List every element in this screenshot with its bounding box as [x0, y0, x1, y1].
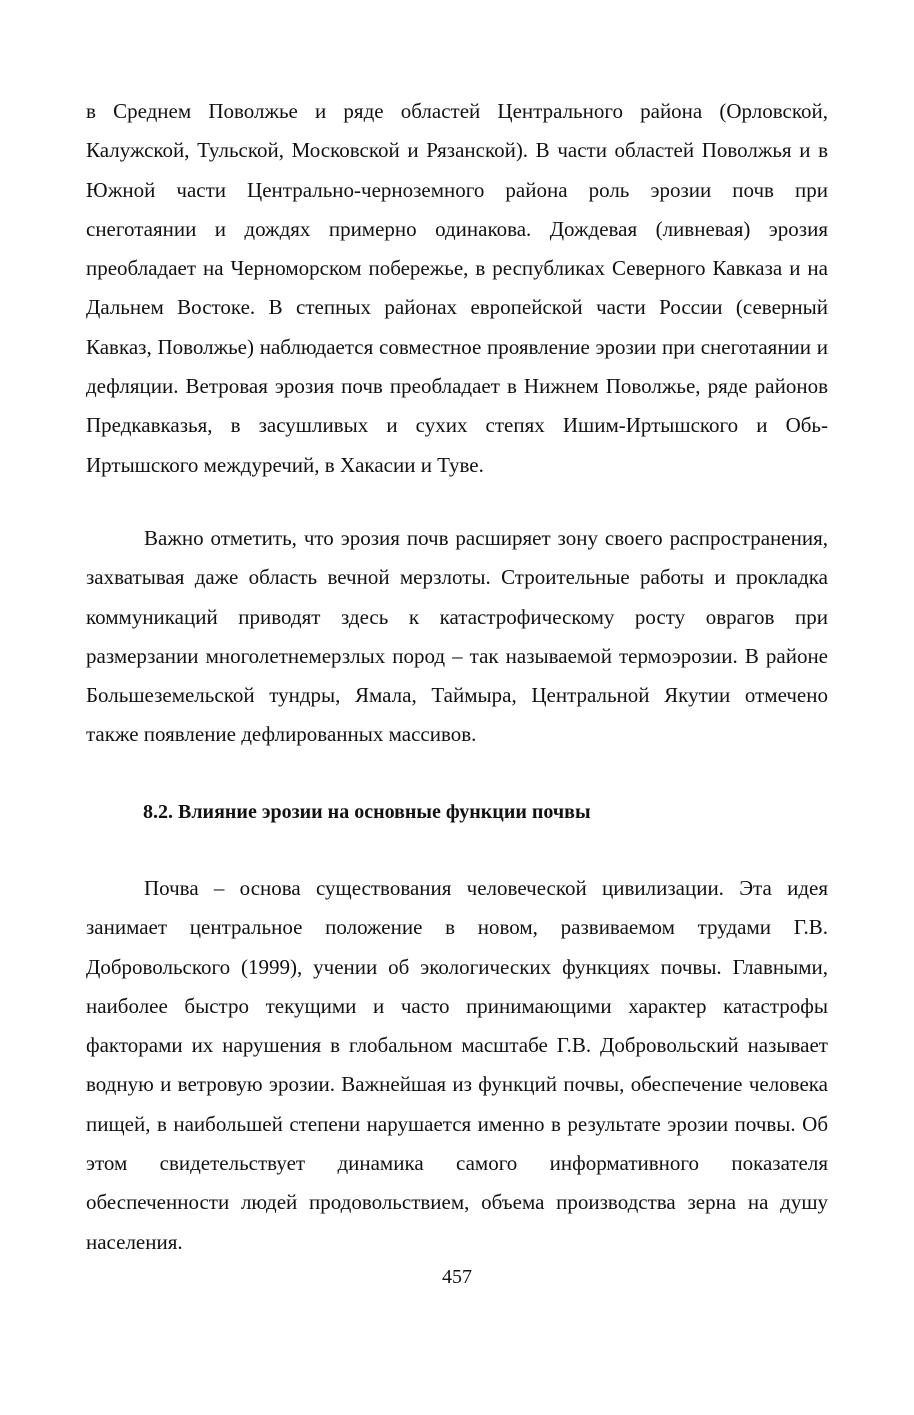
paragraph-permafrost-erosion: Важно отметить, что эрозия почв расширяет зону своего распространения, захватывая даже область вечной мерзлоты. Строительные работы и прокладка коммуникаций приводят здесь к катастрофическому росту оврагов при размерзании многолетнемерзлых пород – так называемой термоэрозии. В районе Большеземельской тундры, Ямала, Таймыра, Центральной Якутии отмечено также появление дефлированных массивов.: [86, 526, 828, 747]
section-heading: 8.2. Влияние эрозии на основные функции почвы: [143, 801, 591, 823]
paragraph-soil-functions: Почва – основа существования человеческой цивилизации. Эта идея занимает центральное положение в новом, развиваемом трудами Г.В. Добровольского (1999), учении об экологических функциях почвы. Главными, наиболее быстро текущими и часто принимающими характер катастрофы факторами их нарушения в глобальном масштабе Г.В. Добровольский называет водную и ветровую эрозии. Важнейшая из функций почвы, обеспечение человека пищей, в наибольшей степени нарушается именно в результате эрозии почвы. Об этом свидетельствует динамика самого информативного показателя обеспеченности людей продовольствием, объема производства зерна на душу населения.: [86, 876, 828, 1254]
paragraph-erosion-regions: в Среднем Поволжье и ряде областей Центрального района (Орловской, Калужской, Тульской, Московской и Рязанской). В части областей Поволжья и в Южной части Центрально-черноземного района роль эрозии почв при снеготаянии и дождях примерно одинакова. Дождевая (ливневая) эрозия преобладает на Черноморском побережье, в республиках Северного Кавказа и на Дальнем Востоке. В степных районах европейской части России (северный Кавказ, Поволжье) наблюдается совместное проявление эрозии при снеготаянии и дефляции. Ветровая эрозия почв преобладает в Нижнем Поволжье, ряде районов Предкавказья, в засушливых и сухих степях Ишим-Иртышского и Обь-Иртышского междуречий, в Хакасии и Туве.: [86, 99, 828, 477]
page-number: 457: [442, 1266, 472, 1288]
